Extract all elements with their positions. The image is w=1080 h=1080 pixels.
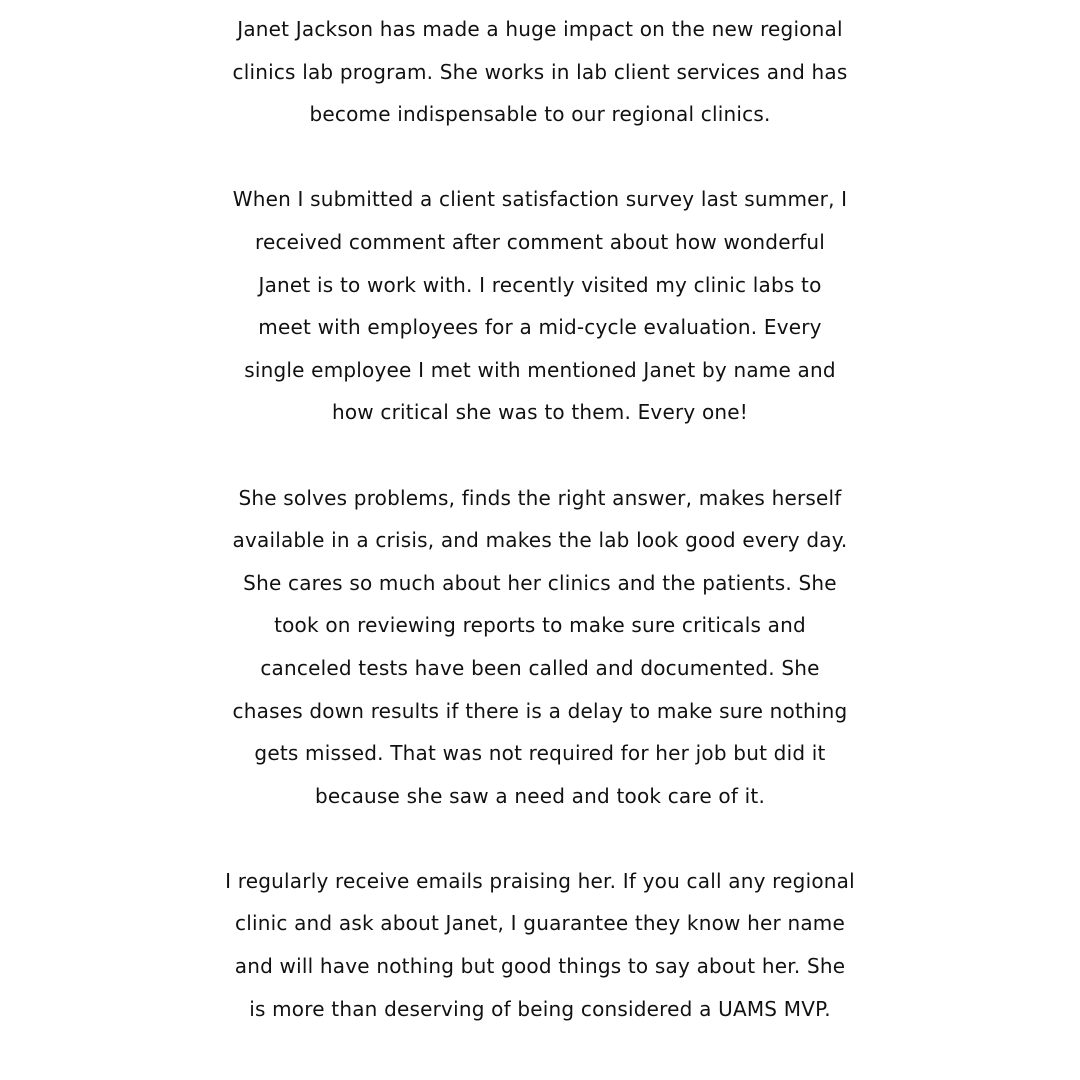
text-line: Janet is to work with. I recently visited my clinic labs to	[258, 272, 822, 297]
text-line: single employee I met with mentioned Janet by name and	[244, 357, 836, 382]
text-line: received comment after comment about how wonderful	[254, 229, 826, 254]
text-line: canceled tests have been called and documented. She	[260, 655, 820, 680]
paragraph-1	[0, 8, 1080, 136]
testimonial-text	[0, 8, 1080, 1030]
text-line: Janet Jackson has made a huge impact on the new regional	[237, 17, 843, 41]
text-line: clinics lab program. She works in lab client services and has	[232, 59, 848, 84]
text-line: available in a crisis, and makes the lab look good every day.	[232, 528, 848, 553]
text-line: clinic and ask about Janet, I guarantee they know her name	[235, 911, 845, 936]
text-line: When I submitted a client satisfaction survey last summer, I	[232, 187, 848, 212]
text-line: She solves problems, finds the right answer, makes herself	[238, 485, 842, 510]
text-line: chases down results if there is a delay to make sure nothing	[232, 698, 848, 723]
text-line: is more than deserving of being considered a UAMS MVP.	[249, 996, 831, 1021]
text-line: how critical she was to them. Every one!	[332, 400, 748, 425]
text-line: gets missed. That was not required for her job but did it	[254, 741, 826, 766]
text-line: and will have nothing but good things to say about her. She	[234, 954, 846, 979]
text-line: become indispensable to our regional clinics.	[309, 102, 771, 127]
text-line: meet with employees for a mid-cycle evaluation. Every	[258, 315, 822, 340]
paragraph-4	[0, 860, 1080, 1030]
text-line: because she saw a need and took care of it.	[314, 783, 766, 808]
text-line: She cares so much about her clinics and the patients. She	[243, 570, 837, 595]
text-line: took on reviewing reports to make sure criticals and	[274, 613, 806, 638]
text-line: I regularly receive emails praising her. If you call any regional	[225, 868, 855, 893]
paragraph-3	[0, 477, 1080, 818]
paragraph-2	[0, 178, 1080, 434]
